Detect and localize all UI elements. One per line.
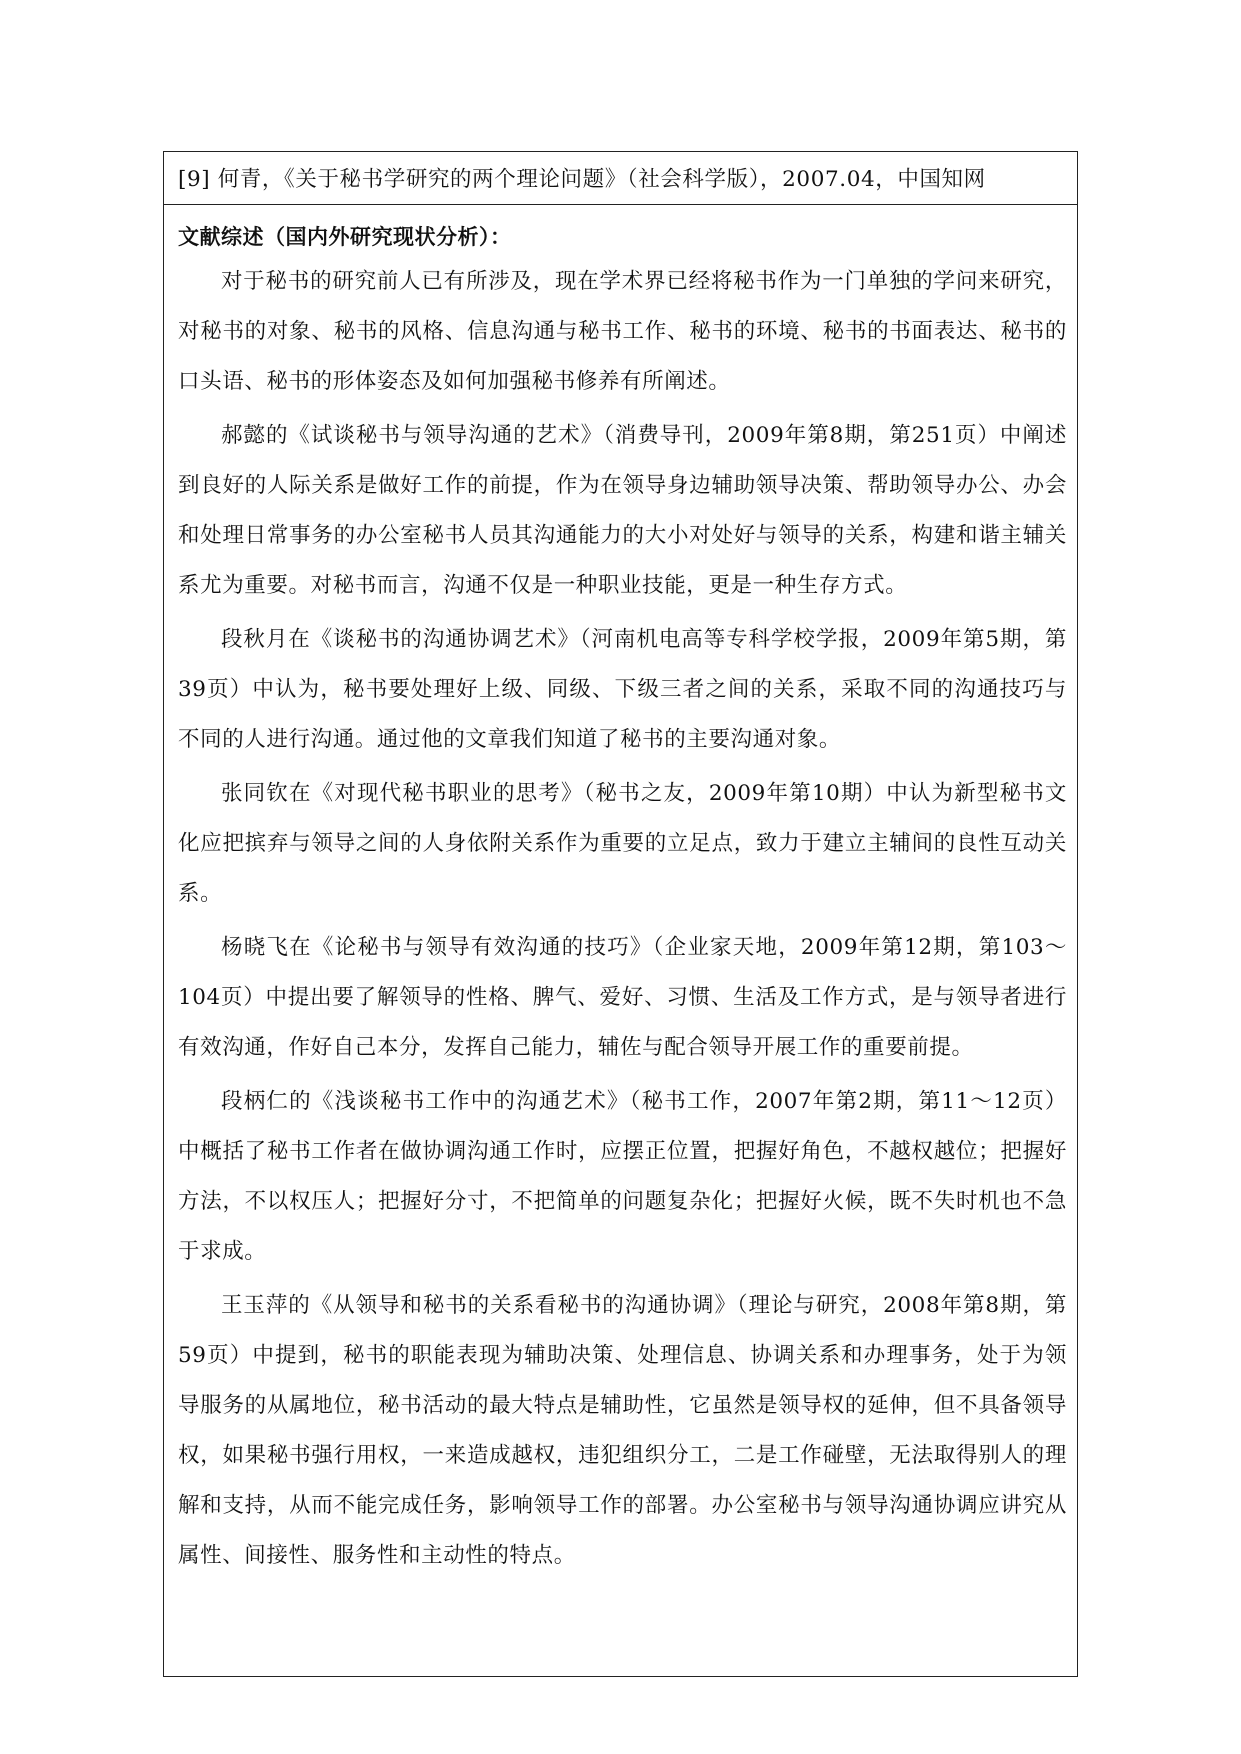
review-paragraph: 段柄仁的《浅谈秘书工作中的沟通艺术》（秘书工作，2007年第2期，第11～12页）中概括了秘书工作者在做协调沟通工作时，应摆正位置，把握好角色，不越权越位；把握好方法，不以权压人；把握好分寸，不把简单的问题复杂化；把握好火候，既不失时机也不急于求成。 xyxy=(178,1089,1067,1264)
review-paragraph: 对于秘书的研究前人已有所涉及，现在学术界已经将秘书作为一门单独的学问来研究，对秘书的对象、秘书的风格、信息沟通与秘书工作、秘书的环境、秘书的书面表达、秘书的口头语、秘书的形体姿态及如何加强秘书修养有所阐述。 xyxy=(178,269,1067,394)
review-paragraph: 段秋月在《谈秘书的沟通协调艺术》（河南机电高等专科学校学报，2009年第5期，第39页）中认为，秘书要处理好上级、同级、下级三者之间的关系，采取不同的沟通技巧与不同的人进行沟通。通过他的文章我们知道了秘书的主要沟通对象。 xyxy=(178,627,1067,752)
literature-review-cell xyxy=(164,205,1077,1676)
reference-row xyxy=(164,152,1077,205)
review-paragraph: 郝懿的《试谈秘书与领导沟通的艺术》（消费导刊，2009年第8期，第251页）中阐述到良好的人际关系是做好工作的前提，作为在领导身边辅助领导决策、帮助领导办公、办会和处理日常事务的办公室秘书人员其沟通能力的大小对处好与领导的关系，构建和谐主辅关系尤为重要。对秘书而言，沟通不仅是一种职业技能，更是一种生存方式。 xyxy=(178,423,1067,598)
review-paragraph: 王玉萍的《从领导和秘书的关系看秘书的沟通协调》（理论与研究，2008年第8期，第59页）中提到，秘书的职能表现为辅助决策、处理信息、协调关系和办理事务，处于为领导服务的从属地位，秘书活动的最大特点是辅助性，它虽然是领导权的延伸，但不具备领导权，如果秘书强行用权，一来造成越权，违犯组织分工，二是工作碰壁，无法取得别人的理解和支持，从而不能完成任务，影响领导工作的部署。办公室秘书与领导沟通协调应讲究从属性、间接性、服务性和主动性的特点。 xyxy=(178,1293,1067,1568)
reference-text: [9] 何青，《关于秘书学研究的两个理论问题》（社会科学版），2007.04，中国知网 xyxy=(178,167,986,192)
document-table xyxy=(163,151,1078,1677)
section-title: 文献综述（国内外研究现状分析）： xyxy=(178,225,512,249)
review-paragraph: 杨晓飞在《论秘书与领导有效沟通的技巧》（企业家天地，2009年第12期，第103～104页）中提出要了解领导的性格、脾气、爱好、习惯、生活及工作方式，是与领导者进行有效沟通，作好自己本分，发挥自己能力，辅佐与配合领导开展工作的重要前提。 xyxy=(178,935,1067,1060)
review-paragraph: 张同钦在《对现代秘书职业的思考》（秘书之友，2009年第10期）中认为新型秘书文化应把摈弃与领导之间的人身依附关系作为重要的立足点，致力于建立主辅间的良性互动关系。 xyxy=(178,781,1067,906)
